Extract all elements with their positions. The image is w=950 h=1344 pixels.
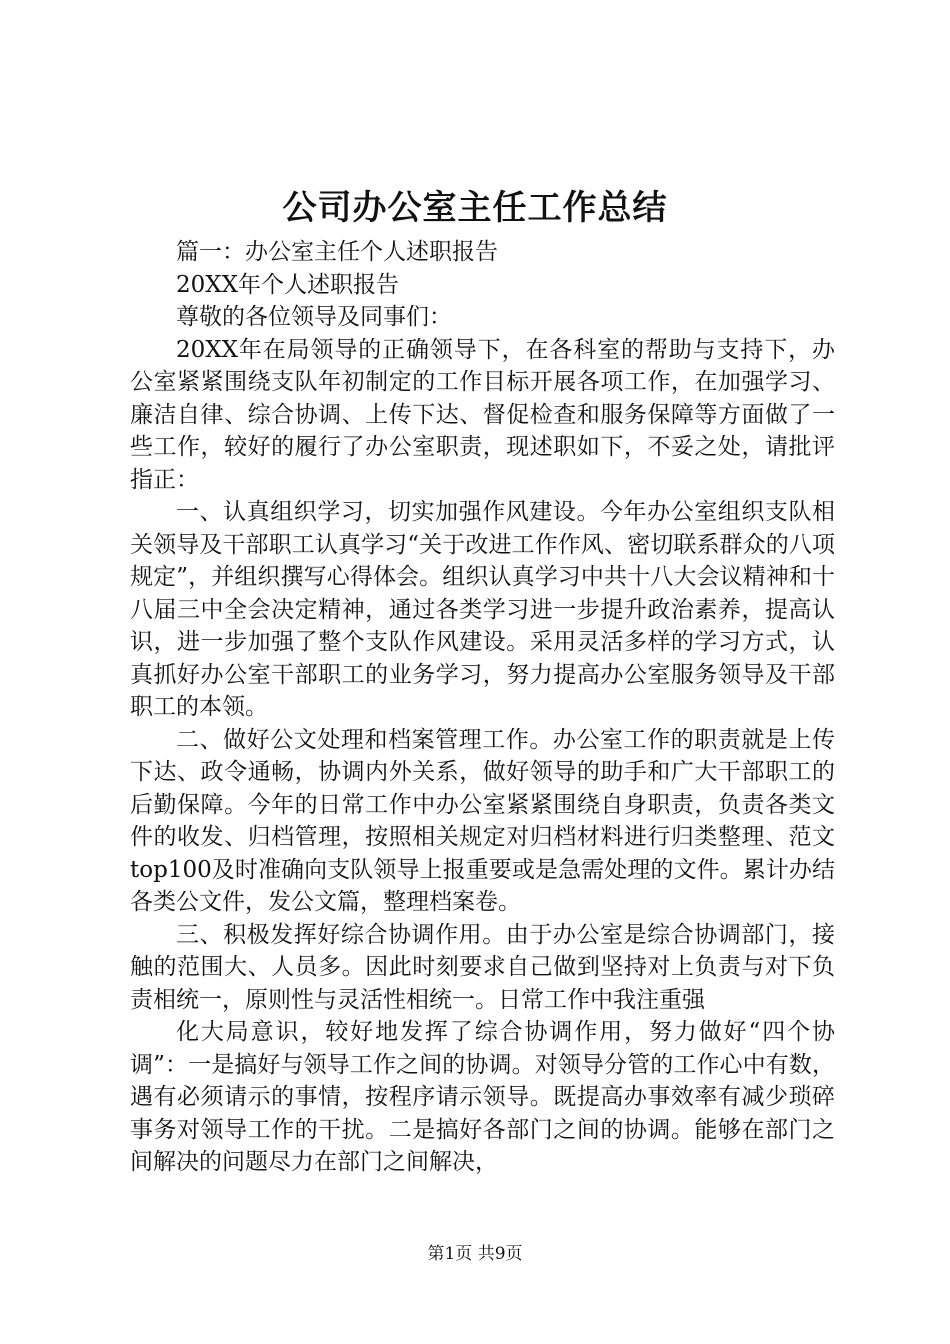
- paragraph-item-2: 二、做好公文处理和档案管理工作。办公室工作的职责就是上传下达、政令通畅，协调内外关系，做好领导的助手和广大干部职工的后勤保障。今年的日常工作中办公室紧紧围绕自身职责，负责各类文件的收发、归档管理，按照相关规定对归档材料进行归类整理、范文top100及时准确向支队领导上报重要或是急需处理的文件。累计办结各类公文件，发公文篇，整理档案卷。: [130, 726, 835, 915]
- document-title: 公司办公室主任工作总结: [282, 188, 668, 228]
- paragraph-item-1: 一、认真组织学习，切实加强作风建设。今年办公室组织支队相关领导及干部职工认真学习“关于改进工作作风、密切联系群众的八项规定”，并组织撰写心得体会。组织认真学习中共十八大会议精神和十八届三中全会决定精神，通过各类学习进一步提升政治素养，提高认识，进一步加强了整个支队作风建设。采用灵活多样的学习方式，认真抓好办公室干部职工的业务学习，努力提高办公室服务领导及干部职工的本领。: [130, 499, 835, 720]
- paragraph-item-3: 三、积极发挥好综合协调作用。由于办公室是综合协调部门，接触的范围大、人员多。因此时刻要求自己做到坚持对上负责与对下负责相统一，原则性与灵活性相统一。日常工作中我注重强: [130, 921, 835, 1013]
- paragraph-salutation: 尊敬的各位领导及同事们：: [176, 304, 452, 330]
- paragraph-intro: 20XX年在局领导的正确领导下，在各科室的帮助与支持下，办公室紧紧围绕支队年初制定的工作目标开展各项工作，在加强学习、廉洁自律、综合协调、上传下达、督促检查和服务保障等方面做了一些工作，较好的履行了办公室职责，现述职如下，不妥之处，请批评指正：: [130, 336, 835, 493]
- paragraph-section-heading: 篇一：办公室主任个人述职报告: [176, 239, 498, 265]
- paragraph-report-title: 20XX年个人述职报告: [176, 271, 400, 298]
- document-body: [130, 236, 835, 1179]
- paragraph-item-3-continued: 化大局意识，较好地发挥了综合协调作用，努力做好“四个协调”：一是搞好与领导工作之间的协调。对领导分管的工作心中有数，遇有必须请示的事情，按程序请示领导。既提高办事效率有减少琐碎事务对领导工作的干扰。二是搞好各部门之间的协调。能够在部门之间解决的问题尽力在部门之间解决，: [130, 1019, 835, 1175]
- page-number: 第1页 共9页: [427, 1244, 523, 1264]
